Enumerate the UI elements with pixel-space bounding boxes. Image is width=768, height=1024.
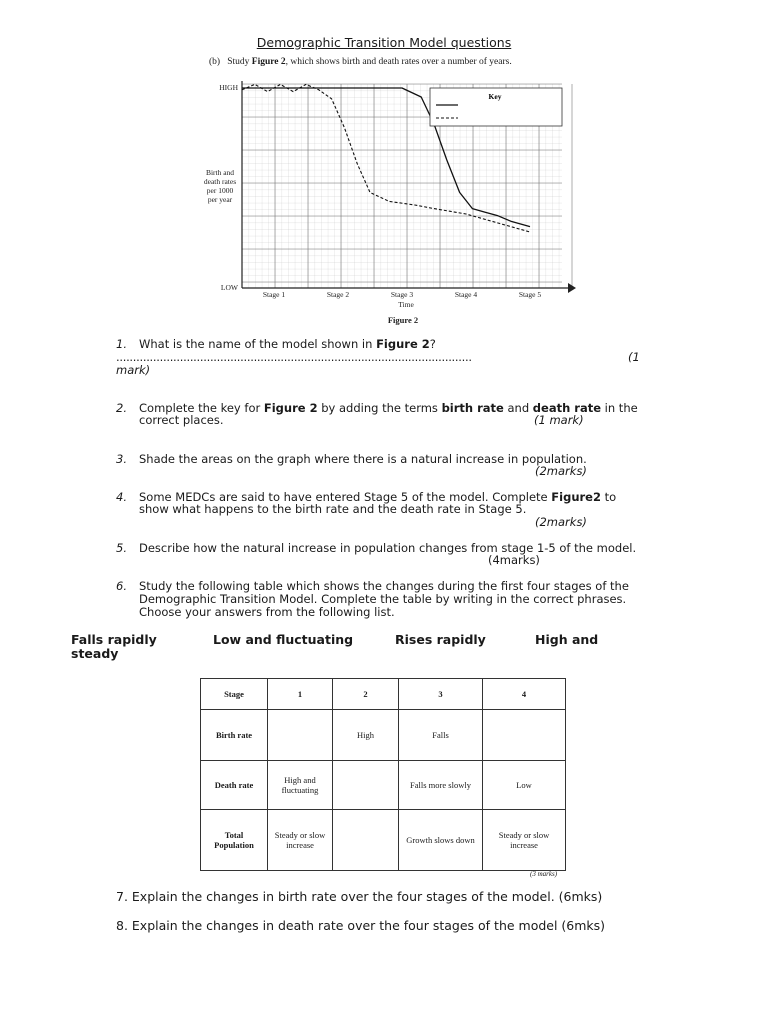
y-tick-low: LOW <box>220 283 238 292</box>
row-label-total-population: Total Population <box>201 810 268 871</box>
q6-line1: Study the following table which shows the changes during the first four stages of the <box>139 579 629 593</box>
y-axis-label-3: per 1000 <box>206 186 234 195</box>
population-stage-2[interactable] <box>333 810 399 871</box>
x-tick-2: Stage 2 <box>326 290 350 299</box>
q4-line2: show what happens to the birth rate and the death rate in Stage 5. <box>139 502 527 516</box>
intro-prefix: (b) <box>209 57 221 67</box>
birth-rate-stage-1[interactable] <box>268 710 333 761</box>
q1-end: ? <box>429 337 436 351</box>
q5-marks: (4marks) <box>488 553 540 567</box>
q2-marks: (1 mark) <box>534 413 584 427</box>
q2-line2: correct places. <box>139 413 224 427</box>
q2-b3: death rate <box>532 401 602 415</box>
y-axis-label-4: per year <box>207 195 233 204</box>
table-row <box>201 710 566 761</box>
header-3: 3 <box>399 679 483 710</box>
q2-t3: and <box>503 401 533 415</box>
q3-number: 3. <box>116 452 127 466</box>
row-label-birth-rate: Birth rate <box>201 710 268 761</box>
q1-bold: Figure 2 <box>376 337 430 351</box>
x-tick-1: Stage 1 <box>262 290 286 299</box>
q2-b1: Figure 2 <box>263 401 318 415</box>
x-tick-4: Stage 4 <box>454 290 478 299</box>
q5-number: 5. <box>116 541 127 555</box>
x-tick-labels <box>263 290 542 299</box>
q1-text-main: What is the name of the model shown in <box>139 337 377 351</box>
birth-rate-stage-2: High <box>333 710 399 761</box>
choice-low-fluctuating: Low and fluctuating <box>213 632 354 647</box>
q4-b1: Figure2 <box>551 490 601 504</box>
page-title: Demographic Transition Model questions <box>256 35 512 50</box>
birth-rate-stage-4[interactable] <box>483 710 566 761</box>
figure-2-chart <box>196 78 576 330</box>
death-rate-stage-2[interactable] <box>333 761 399 810</box>
population-stage-3: Growth slows down <box>399 810 483 871</box>
table-row <box>201 810 566 871</box>
q2-t1: Complete the key for <box>139 401 264 415</box>
intro-bold: Figure 2 <box>251 57 286 67</box>
x-tick-5: Stage 5 <box>518 290 542 299</box>
q6-line2: Demographic Transition Model. Complete the table by writing in the correct phrases. <box>139 592 627 606</box>
q4-number: 4. <box>116 490 127 504</box>
x-axis-label: Time <box>398 300 414 309</box>
birth-rate-stage-3: Falls <box>399 710 483 761</box>
y-axis-label-1: Birth and <box>205 168 235 177</box>
q3-text: Shade the areas on the graph where there is a natural increase in population. <box>139 452 587 466</box>
q7-text: 7. Explain the changes in birth rate over the four stages of the model. (6mks) <box>116 889 603 904</box>
choice-steady: steady <box>71 646 119 661</box>
x-tick-3: Stage 3 <box>390 290 414 299</box>
figure-intro <box>209 57 512 67</box>
death-rate-stage-4: Low <box>483 761 566 810</box>
q1-answer-line[interactable]: .......................................................................................................... <box>116 350 472 364</box>
choice-rises-rapidly: Rises rapidly <box>395 632 486 647</box>
header-2: 2 <box>333 679 399 710</box>
table-marks: (3 marks) <box>530 870 558 878</box>
figure-caption: Figure 2 <box>387 315 419 325</box>
header-stage: Stage <box>201 679 268 710</box>
choice-high-and: High and <box>535 632 599 647</box>
table-header-row <box>201 679 566 710</box>
q1-marks-b: mark) <box>116 363 151 377</box>
q1-marks-a: (1 <box>628 350 640 364</box>
y-tick-high: HIGH <box>219 83 238 92</box>
q2-number: 2. <box>116 401 127 415</box>
q3-marks: (2marks) <box>535 464 587 478</box>
q8-text: 8. Explain the changes in death rate over the four stages of the model (6mks) <box>116 918 606 933</box>
intro-pre: Study <box>227 57 252 67</box>
header-1: 1 <box>268 679 333 710</box>
q2-t4: in the <box>601 401 638 415</box>
chart-legend <box>430 88 562 126</box>
population-stage-4: Steady or slow increase <box>483 810 566 871</box>
q1-number: 1. <box>116 337 127 351</box>
q6-line3: Choose your answers from the following list. <box>139 605 395 619</box>
row-label-death-rate: Death rate <box>201 761 268 810</box>
legend-title: Key <box>488 92 502 101</box>
header-4: 4 <box>483 679 566 710</box>
q4-marks: (2marks) <box>535 515 587 529</box>
table-row <box>201 761 566 810</box>
death-rate-stage-1: High and fluctuating <box>268 761 333 810</box>
q6-number: 6. <box>116 579 127 593</box>
q4-t1: Some MEDCs are said to have entered Stage 5 of the model. Complete <box>139 490 552 504</box>
death-rate-stage-3: Falls more slowly <box>399 761 483 810</box>
q2-b2: birth rate <box>441 401 504 415</box>
q4-t2: to <box>601 490 617 504</box>
choice-falls-rapidly: Falls rapidly <box>71 632 157 647</box>
stages-table <box>200 678 566 871</box>
q2-t2: by adding the terms <box>317 401 442 415</box>
population-stage-1: Steady or slow increase <box>268 810 333 871</box>
y-axis-label-2: death rates <box>203 177 237 186</box>
intro-post: , which shows birth and death rates over a number of years. <box>285 57 512 67</box>
q5-text: Describe how the natural increase in population changes from stage 1-5 of the model. <box>139 541 637 555</box>
